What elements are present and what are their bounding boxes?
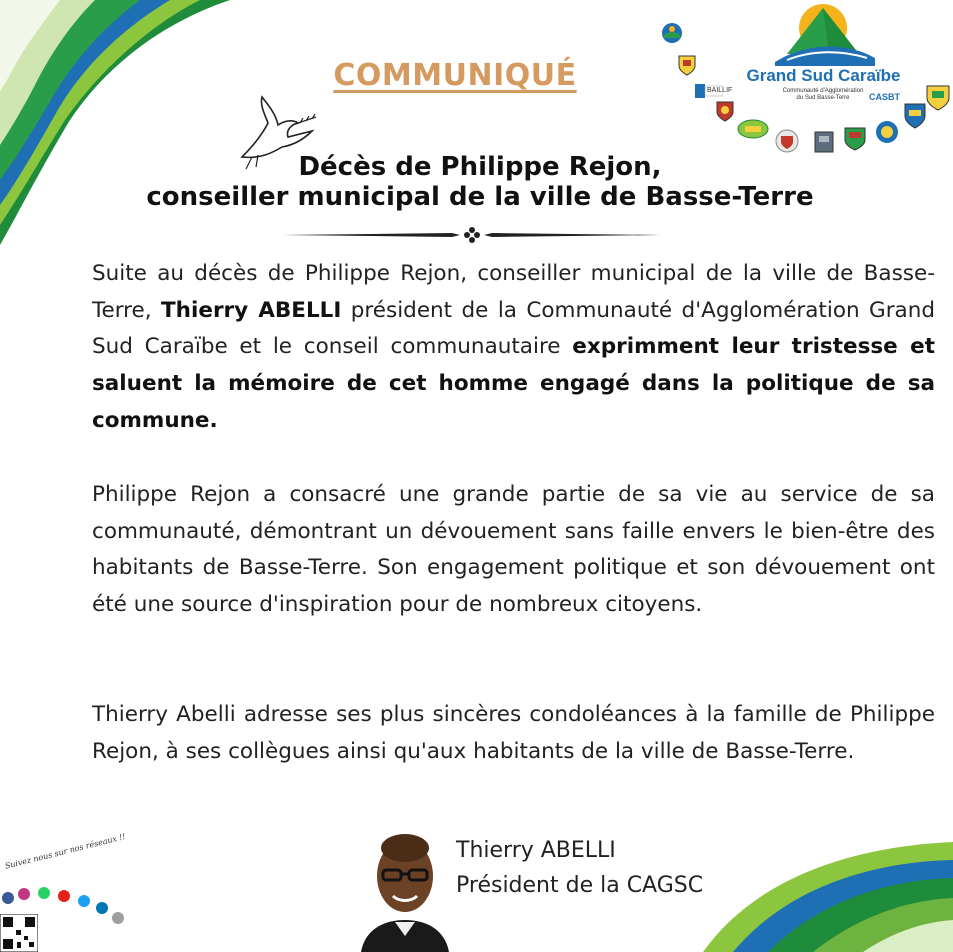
qr-code-icon[interactable]: [0, 914, 38, 952]
linkedin-icon[interactable]: [96, 902, 108, 914]
social-tagline: Suivez nous sur nos réseaux !!: [4, 831, 127, 871]
signature-name: Thierry ABELLI: [456, 838, 616, 863]
grand-sud-caraibe-logo-icon: [767, 2, 879, 66]
logo-subtitle-line-1: Communauté d'Agglomération: [782, 88, 864, 94]
logo-subtitle: [773, 88, 873, 102]
paragraph-1-text-a: Suite au décès de Philippe Rejon, conseiller municipal de la ville de Basse-Terre,: [92, 261, 935, 323]
paragraph-3: Thierry Abelli adresse ses plus sincères condoléances à la famille de Philippe Rejon, à ses collègues ainsi qu'aux habitants de la ville de Basse-Terre.: [92, 702, 935, 764]
instagram-icon[interactable]: [18, 888, 30, 900]
twitter-icon[interactable]: [78, 895, 90, 907]
paragraph-2: Philippe Rejon a consacré une grande partie de sa vie au service de sa communauté, démontrant un dévouement sans faille envers le bien-être des habitants de Basse-Terre. Son engagement politique et son dévouement ont été une source d'inspiration pour de nombreux citoyens.: [92, 482, 935, 618]
commune-crest-icon: [737, 118, 769, 140]
logo-cluster: [655, 0, 953, 170]
logo-name: Grand Sud Caraïbe: [746, 66, 901, 85]
commune-crest-icon: [677, 54, 697, 76]
commune-crest-icon: [661, 22, 683, 44]
commune-crest-icon: [903, 102, 927, 130]
whatsapp-icon[interactable]: [38, 887, 50, 899]
paragraph-1-bold-statement: exprimment leur tristesse et saluent la mémoire de cet homme engagé dans la politique de sa commune.: [92, 334, 936, 433]
crest-label: BAILLIF: [707, 87, 733, 94]
commune-crest-icon: [775, 128, 799, 154]
web-icon[interactable]: [112, 912, 124, 924]
commune-crest-icon: [925, 82, 951, 112]
social-block: [0, 831, 135, 952]
headline-line-2: conseiller municipal de la ville de Basse-Terre: [146, 182, 814, 212]
youtube-icon[interactable]: [58, 890, 70, 902]
paragraph-1: [92, 256, 935, 440]
logo-subtitle-line-2: du Sud Basse-Terre: [796, 95, 850, 101]
commune-crest-icon: [813, 130, 835, 154]
portrait-photo: [355, 826, 455, 952]
commune-crest-icon: [843, 126, 867, 152]
logo-acronym: CASBT: [869, 92, 900, 102]
commune-crest-icon: [715, 100, 735, 122]
commune-crest-icon: [875, 120, 899, 144]
paragraph-1-president-name: Thierry ABELLI: [161, 297, 342, 323]
facebook-icon[interactable]: [2, 892, 14, 904]
headline-line-1: Décès de Philippe Rejon,: [298, 152, 662, 182]
ornament-divider: [282, 225, 662, 245]
decorative-swirl-bottom-right: [703, 842, 953, 952]
signature-title: Président de la CAGSC: [456, 873, 704, 898]
decorative-swirl-top-left: [0, 0, 230, 250]
paragraph-1-text-c: président de la Communauté d'Agglomération Grand Sud Caraïbe et le conseil communautaire: [92, 297, 935, 360]
page-title: COMMUNIQUÉ: [333, 58, 577, 93]
